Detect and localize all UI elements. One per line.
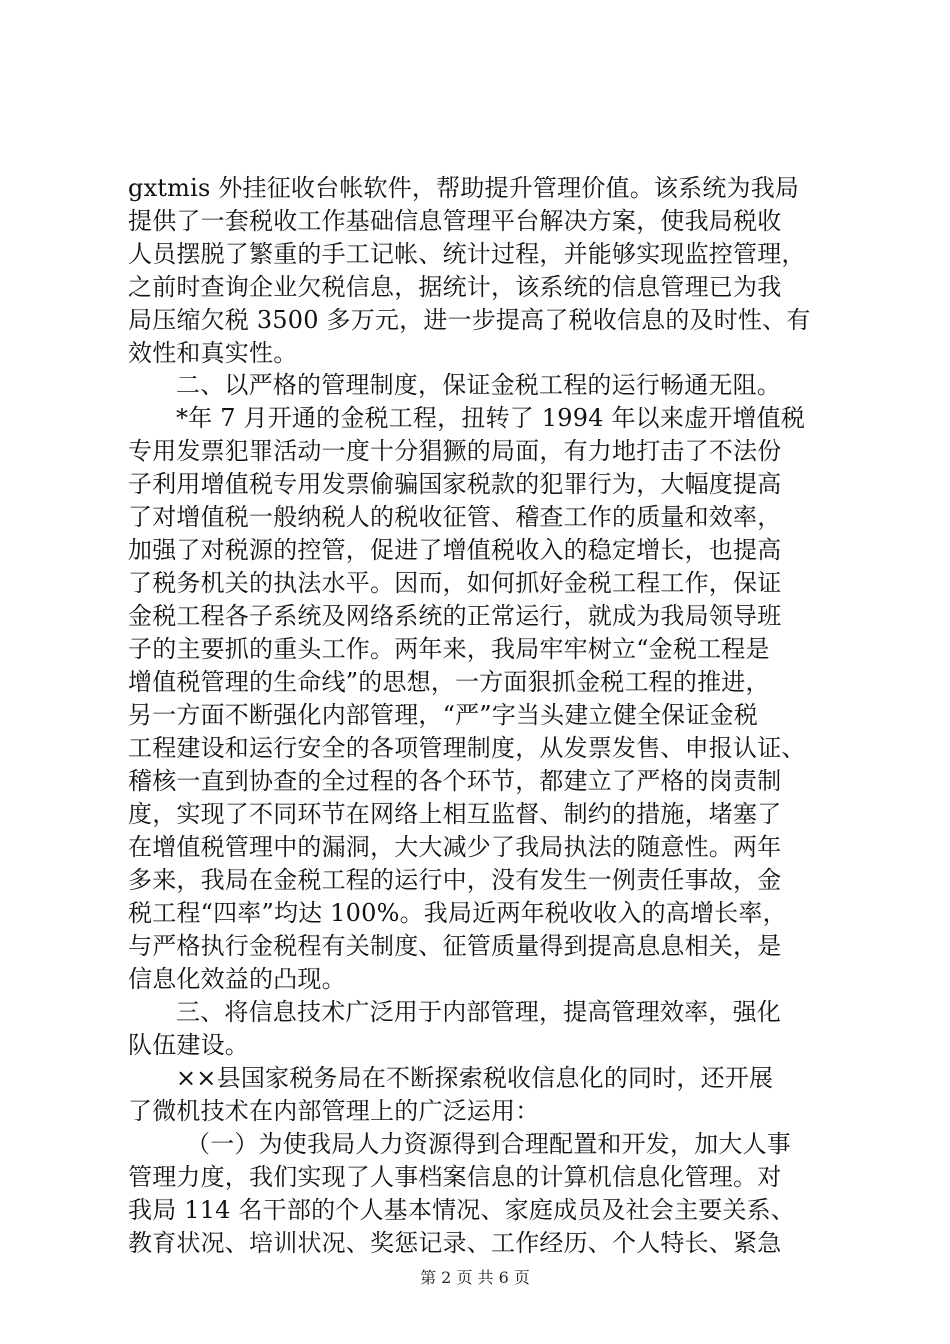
body-line-3: 人员摆脱了繁重的手工记帐、统计过程，并能够实现监控管理， xyxy=(128,240,806,268)
body-line-29: 了微机技术在内部管理上的广泛运用： xyxy=(128,1097,540,1125)
body-line-2: 提供了一套税收工作基础信息管理平台解决方案，使我局税收 xyxy=(128,207,782,235)
body-line-18: 工程建设和运行安全的各项管理制度，从发票发售、申报认证、 xyxy=(128,734,806,762)
section-heading-2: 二、以严格的管理制度，保证金税工程的运行畅通无阻。 xyxy=(176,371,781,399)
body-line-24: 与严格执行金税程有关制度、征管质量得到提高息息相关，是 xyxy=(128,932,782,960)
body-line-25: 信息化效益的凸现。 xyxy=(128,965,346,993)
body-line-4: 之前时查询企业欠税信息，据统计，该系统的信息管理已为我 xyxy=(128,273,782,301)
page-number-footer: 第 2 页 共 6 页 xyxy=(420,1268,530,1287)
body-line-33: 教育状况、培训状况、奖惩记录、工作经历、个人特长、紧急 xyxy=(128,1229,782,1257)
body-line-21: 在增值税管理中的漏洞，大大减少了我局执法的随意性。两年 xyxy=(128,833,782,861)
body-line-12: 加强了对税源的控管，促进了增值税收入的稳定增长，也提高 xyxy=(128,536,782,564)
body-line-30: （一）为使我局人力资源得到合理配置和开发，加大人事 xyxy=(186,1130,791,1158)
body-line-16: 增值税管理的生命线”的思想，一方面狠抓金税工程的推进， xyxy=(128,668,770,696)
body-line-6: 效性和真实性。 xyxy=(128,339,298,367)
body-line-5: 局压缩欠税 3500 多万元，进一步提高了税收信息的及时性、有 xyxy=(128,306,811,334)
body-line-11: 了对增值税一般纳税人的税收征管、稽查工作的质量和效率， xyxy=(128,503,782,531)
section-heading-3: 三、将信息技术广泛用于内部管理，提高管理效率，强化 xyxy=(176,998,781,1026)
body-line-14: 金税工程各子系统及网络系统的正常运行，就成为我局领导班 xyxy=(128,602,782,630)
body-line-22: 多来，我局在金税工程的运行中，没有发生一例责任事故，金 xyxy=(128,866,782,894)
body-line-17: 另一方面不断强化内部管理，“严”字当头建立健全保证金税 xyxy=(128,701,758,729)
body-line-10: 子利用增值税专用发票偷骗国家税款的犯罪行为，大幅度提高 xyxy=(128,470,782,498)
body-line-15: 子的主要抓的重头工作。两年来，我局牢牢树立“金税工程是 xyxy=(128,635,770,663)
body-line-23: 税工程“四率”均达 100%。我局近两年税收收入的高增长率， xyxy=(128,899,787,927)
body-line-9: 专用发票犯罪活动一度十分猖獗的局面，有力地打击了不法份 xyxy=(128,437,782,465)
body-line-20: 度，实现了不同环节在网络上相互监督、制约的措施，堵塞了 xyxy=(128,800,782,828)
body-line-13: 了税务机关的执法水平。因而，如何抓好金税工程工作，保证 xyxy=(128,569,782,597)
body-line-8: *年 7 月开通的金税工程，扭转了 1994 年以来虚开增值税 xyxy=(176,404,806,432)
body-line-32: 我局 114 名干部的个人基本情况、家庭成员及社会主要关系、 xyxy=(128,1196,796,1224)
body-line-27: 队伍建设。 xyxy=(128,1031,249,1059)
body-line-31: 管理力度，我们实现了人事档案信息的计算机信息化管理。对 xyxy=(128,1163,782,1191)
body-line-1: gxtmis 外挂征收台帐软件，帮助提升管理价值。该系统为我局 xyxy=(128,174,800,202)
body-line-28: ××县国家税务局在不断探索税收信息化的同时，还开展 xyxy=(176,1064,774,1092)
body-line-19: 稽核一直到协查的全过程的各个环节，都建立了严格的岗责制 xyxy=(128,767,782,795)
